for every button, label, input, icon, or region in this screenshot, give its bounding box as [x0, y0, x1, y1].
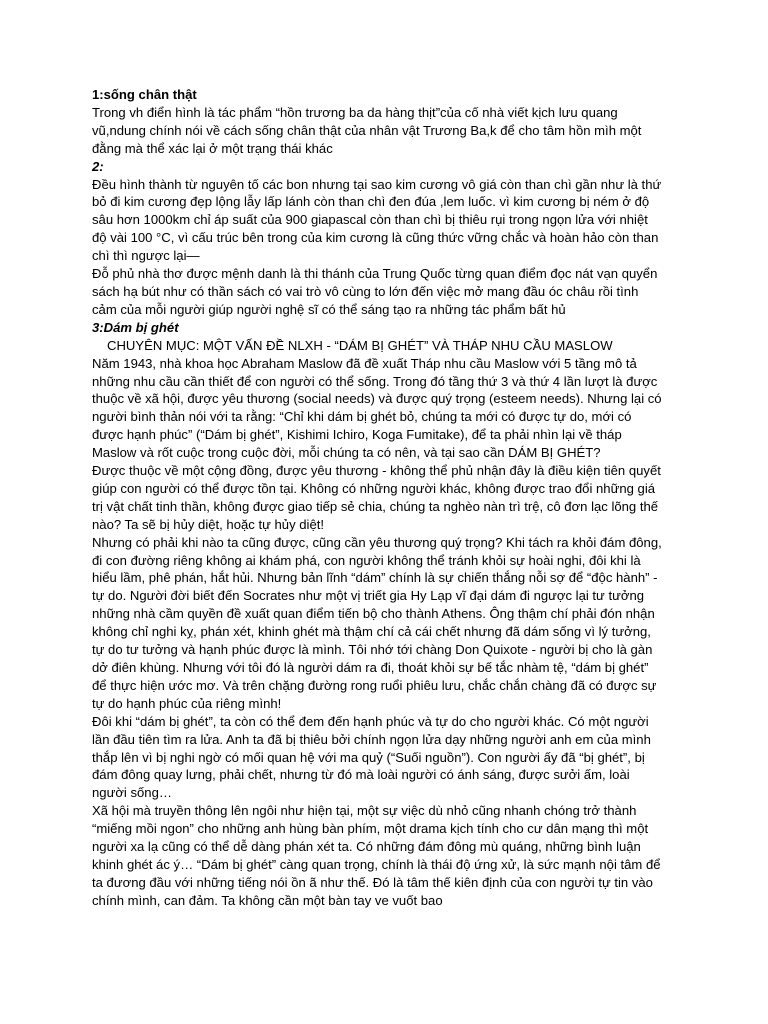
- section-3-paragraph-2: Được thuộc về một cộng đồng, được yêu thương - không thể phủ nhận đây là điều kiện tiên quyết giúp con người có thể được tồn tại. Không có những người khác, không được trao đổi những giá trị vật chất tinh thần, không được giao tiếp sẻ chia, chúng ta nghèo nàn trì trệ, cô đơn lạc lõng thế nào? Ta sẽ bị hủy diệt, hoặc tự hủy diệt!: [92, 463, 661, 532]
- document-page: [92, 86, 666, 910]
- section-3-heading: 3:Dám bị ghét: [92, 319, 179, 335]
- section-3-subheading: CHUYÊN MỤC: MỘT VẤN ĐỀ NLXH - “DÁM BỊ GHÉT” VÀ THÁP NHU CẦU MASLOW: [107, 337, 613, 353]
- section-3-paragraph-5: Xã hội mà truyền thông lên ngôi như hiện tại, một sự việc dù nhỏ cũng nhanh chóng trở thành “miếng mồi ngon” cho những anh hùng bàn phím, một drama kịch tính cho cư dân mạng thì một người xa lạ cũng có thể dễ dàng phán xét ta. Có những đám đông mù quáng, những bình luận khinh ghét ác ý… “Dám bị ghét” càng quan trọng, chính là thái độ ứng xử, là sức mạnh nội tâm để ta đương đầu với những tiếng nói ồn ã như thế. Đó là tâm thế kiên định của con người tự tin vào chính mình, can đảm. Ta không cần một bàn tay ve vuốt bao: [92, 803, 661, 908]
- section-3-paragraph-4: Đôi khi “dám bị ghét”, ta còn có thể đem đến hạnh phúc và tự do cho người khác. Có một người lần đầu tiên tìm ra lửa. Anh ta đã bị thiêu bởi chính ngọn lửa dạy những người anh em của mình thắp lên vì bị nghi ngờ có mối quan hệ với ma quỷ (“Suối nguồn”). Con người ấy đã “bị ghét”, bị đám đông quay lưng, phải chết, nhưng từ đó mà loài người có ánh sáng, được sưởi ấm, loài người sống…: [92, 713, 651, 801]
- section-1-heading: 1:sống chân thật: [92, 87, 197, 102]
- section-1-paragraph: Trong vh điển hình là tác phẩm “hồn trương ba da hàng thịt”của cố nhà viết kịch lưu quang vũ,ndung chính nói về cách sống chân thật của nhân vật Trương Ba,k để cho tâm hồn mìh một đằng mà thể xác lại ở một trạng thái khác: [92, 104, 642, 156]
- section-3-paragraph-3: Nhưng có phải khi nào ta cũng được, cũng cần yêu thương quý trọng? Khi tách ra khỏi đám đông, đi con đường riêng không ai khám phá, con người không thể tránh khỏi sự hoài nghi, đôi khi là hiểu lầm, phê phán, hắt hủi. Nhưng bản lĩnh “dám” chính là sự chiến thắng nỗi sợ để “độc hành” - tự do. Người đời biết đến Socrates như một vị triết gia Hy Lạp vĩ đại dám đi ngược lại tư tưởng những nhà cầm quyền đề xuất quan điểm tiến bộ cho thành Athens. Ông thậm chí phải đón nhận không chỉ nghi kỵ, phán xét, khinh ghét mà thậm chí cả cái chết nhưng đã dám sống vì lý tưởng, tự do tư tưởng và hạnh phúc được là mình. Tôi nhớ tới chàng Don Quixote - người bị cho là gàn dở điên khùng. Nhưng với tôi đó là người dám ra đi, thoát khỏi sự bế tắc nhàm tệ, “dám bị ghét” để thực hiện ước mơ. Và trên chặng đường rong ruổi phiêu lưu, chắc chắn chàng đã có được sự tự do hạnh phúc của riêng mình!: [92, 534, 662, 711]
- section-2-paragraph-2: Đỗ phủ nhà thơ được mệnh danh là thi thánh của Trung Quốc từng quan điểm đọc nát vạn quyển sách hạ bút như có thần sách có vai trò vô cùng to lớn đến việc mở mang đầu óc châu rồi tình cảm của mỗi người giúp người nghệ sĩ có thể sáng tạo ra những tác phẩm bất hủ: [92, 266, 658, 317]
- section-2-heading: 2:: [92, 158, 104, 174]
- section-3-paragraph-1: Năm 1943, nhà khoa học Abraham Maslow đã đề xuất Tháp nhu cầu Maslow với 5 tầng mô tả những nhu cầu cần thiết để con người có thể sống. Trong đó tầng thứ 3 và thứ 4 lần lượt là được thuộc về xã hội, được yêu thương (social needs) và được quý trọng (esteem needs). Nhưng lại có người bình thản nói với ta rằng: “Chỉ khi dám bị ghét bỏ, chúng ta mới có được tự do, mới có được hạnh phúc” (“Dám bị ghét”, Kishimi Ichiro, Koga Fumitake), để ta phải nhìn lại về tháp Maslow và rốt cuộc trong cuộc đời, mỗi chúng ta có nên, và tại sao cần DÁM BỊ GHÉT?: [92, 355, 662, 461]
- section-2-paragraph-1: Đều hình thành từ nguyên tố các bon nhưng tại sao kim cương vô giá còn than chì gần như là thứ bỏ đi kim cương đẹp lộng lẫy lấp lánh còn than chì đen đúa ,lem luốc. vì kim cương bị ném ở độ sâu hơn 1000km chỉ áp suất của 900 giapascal còn than chì bị thiêu rụi trong ngọn lửa với nhiệt độ vài 100 °C, vì cấu trúc bên trong của kim cương là cũng thức vững chắc và hoàn hảo còn than chì thì ngược lại—: [92, 176, 662, 264]
